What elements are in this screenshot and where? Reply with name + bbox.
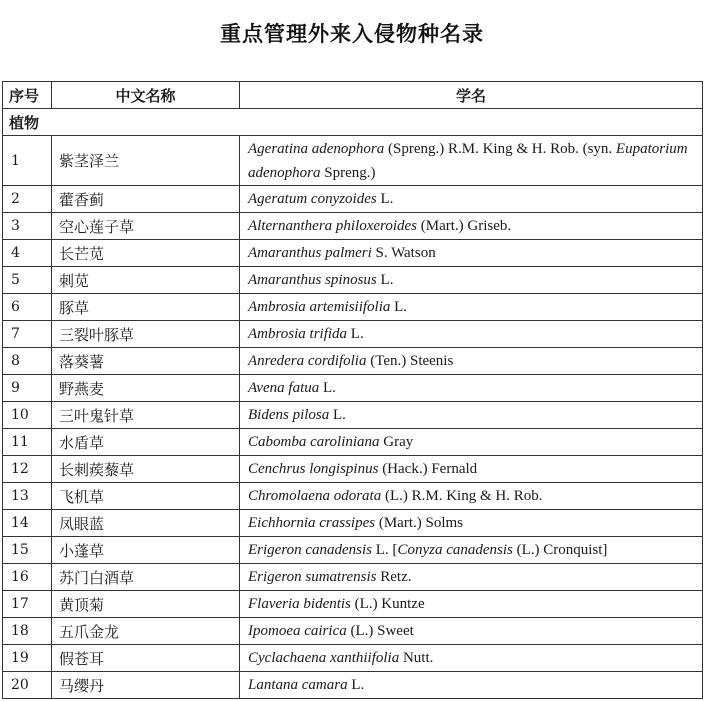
serial-number-cell: 10 xyxy=(3,402,52,429)
chinese-name-cell: 苏门白酒草 xyxy=(52,564,240,591)
scientific-name-italic: Ambrosia artemisiifolia xyxy=(248,299,391,315)
chinese-name-cell: 野燕麦 xyxy=(52,375,240,402)
scientific-name-authority: Nutt. xyxy=(399,650,434,666)
header-serial-number: 序号 xyxy=(3,82,52,109)
scientific-name-cell xyxy=(240,136,703,186)
scientific-name-authority: Retz. xyxy=(376,569,412,585)
scientific-name-cell xyxy=(240,483,703,510)
table-body xyxy=(3,109,703,699)
scientific-name-italic: Ambrosia trifida xyxy=(248,326,348,342)
serial-number-cell: 12 xyxy=(3,456,52,483)
scientific-name-italic: Erigeron canadensis xyxy=(248,542,373,558)
scientific-name-cell xyxy=(240,645,703,672)
scientific-name-authority: S. Watson xyxy=(371,245,436,261)
scientific-name-italic: Amaranthus palmeri xyxy=(248,245,372,261)
scientific-name-italic: Avena fatua xyxy=(248,380,320,396)
scientific-name-italic: Alternanthera philoxeroides xyxy=(248,218,417,234)
scientific-name-italic: Erigeron sumatrensis xyxy=(248,569,377,585)
scientific-name-authority: (Spreng.) R.M. King & H. Rob. (syn. xyxy=(384,140,616,157)
scientific-name-authority: L. xyxy=(319,380,336,396)
scientific-name-authority: Gray xyxy=(379,434,414,450)
table-row xyxy=(3,294,703,321)
scientific-name-cell xyxy=(240,186,703,213)
species-table xyxy=(2,81,703,699)
scientific-name-authority: L. xyxy=(347,677,365,693)
scientific-name-italic: Cenchrus longispinus xyxy=(248,461,379,477)
serial-number-cell: 11 xyxy=(3,429,52,456)
scientific-name-italic: Eichhornia crassipes xyxy=(248,515,376,531)
chinese-name-cell: 水盾草 xyxy=(52,429,240,456)
chinese-name-cell: 长芒苋 xyxy=(52,240,240,267)
chinese-name-cell: 豚草 xyxy=(52,294,240,321)
table-header-row xyxy=(3,82,703,109)
section-label: 植物 xyxy=(3,109,703,136)
table-row xyxy=(3,213,703,240)
scientific-name-authority: L. xyxy=(376,272,394,288)
table-row xyxy=(3,618,703,645)
scientific-name-italic: Ageratina adenophora xyxy=(248,140,385,157)
chinese-name-cell: 黄顶菊 xyxy=(52,591,240,618)
scientific-name-italic: Flaveria bidentis xyxy=(248,596,351,612)
scientific-name-italic: Ageratum conyzoides xyxy=(248,191,377,207)
table-row xyxy=(3,483,703,510)
chinese-name-cell: 假苍耳 xyxy=(52,645,240,672)
serial-number-cell: 15 xyxy=(3,537,52,564)
scientific-name-authority: L. xyxy=(390,299,408,315)
serial-number-cell: 4 xyxy=(3,240,52,267)
scientific-name-italic: Anredera cordifolia xyxy=(248,353,367,369)
scientific-name-cell xyxy=(240,348,703,375)
serial-number-cell: 19 xyxy=(3,645,52,672)
scientific-name-cell xyxy=(240,321,703,348)
serial-number-cell: 18 xyxy=(3,618,52,645)
scientific-name-cell xyxy=(240,375,703,402)
serial-number-cell: 3 xyxy=(3,213,52,240)
scientific-name-cell xyxy=(240,267,703,294)
scientific-name-italic: Chromolaena odorata xyxy=(248,488,382,504)
scientific-name-authority: (L.) R.M. King & H. Rob. xyxy=(381,488,543,504)
serial-number-cell: 2 xyxy=(3,186,52,213)
scientific-name-italic: Amaranthus spinosus xyxy=(248,272,377,288)
scientific-name-authority: (L.) Cronquist] xyxy=(512,542,608,558)
scientific-name-italic: Cabomba caroliniana xyxy=(248,434,380,450)
scientific-name-cell xyxy=(240,294,703,321)
chinese-name-cell: 落葵薯 xyxy=(52,348,240,375)
serial-number-cell: 13 xyxy=(3,483,52,510)
table-row xyxy=(3,240,703,267)
scientific-name-italic: Lantana camara xyxy=(248,677,348,693)
scientific-name-italic: Eupatorium adenophora xyxy=(248,140,688,181)
header-chinese-name: 中文名称 xyxy=(52,82,240,109)
chinese-name-cell: 刺苋 xyxy=(52,267,240,294)
chinese-name-cell: 长刺蒺藜草 xyxy=(52,456,240,483)
scientific-name-authority: (L.) Sweet xyxy=(346,623,414,639)
table-row xyxy=(3,429,703,456)
scientific-name-authority: L. xyxy=(376,191,394,207)
table-row xyxy=(3,267,703,294)
table-row xyxy=(3,456,703,483)
header-scientific-name: 学名 xyxy=(240,82,703,109)
table-row xyxy=(3,510,703,537)
scientific-name-authority: (L.) Kuntze xyxy=(350,596,425,612)
table-row xyxy=(3,537,703,564)
table-row xyxy=(3,564,703,591)
scientific-name-authority: (Hack.) Fernald xyxy=(378,461,478,477)
section-row-plants xyxy=(3,109,703,136)
serial-number-cell: 16 xyxy=(3,564,52,591)
serial-number-cell: 14 xyxy=(3,510,52,537)
scientific-name-authority: (Mart.) Solms xyxy=(375,515,463,531)
scientific-name-cell xyxy=(240,510,703,537)
serial-number-cell: 9 xyxy=(3,375,52,402)
scientific-name-italic: Conyza canadensis xyxy=(397,542,513,558)
chinese-name-cell: 紫茎泽兰 xyxy=(52,136,240,186)
scientific-name-authority: (Ten.) Steenis xyxy=(366,353,454,369)
page-title: 重点管理外来入侵物种名录 xyxy=(220,22,484,46)
scientific-name-cell xyxy=(240,213,703,240)
scientific-name-authority: L. xyxy=(347,326,364,342)
serial-number-cell: 7 xyxy=(3,321,52,348)
serial-number-cell: 8 xyxy=(3,348,52,375)
serial-number-cell: 1 xyxy=(3,136,52,186)
serial-number-cell: 5 xyxy=(3,267,52,294)
scientific-name-authority: Spreng.) xyxy=(320,164,376,181)
table-row xyxy=(3,672,703,699)
chinese-name-cell: 小蓬草 xyxy=(52,537,240,564)
chinese-name-cell: 凤眼蓝 xyxy=(52,510,240,537)
scientific-name-italic: Cyclachaena xanthiifolia xyxy=(248,650,400,666)
scientific-name-cell xyxy=(240,537,703,564)
table-row xyxy=(3,402,703,429)
scientific-name-cell xyxy=(240,564,703,591)
scientific-name-cell xyxy=(240,672,703,699)
scientific-name-cell xyxy=(240,429,703,456)
serial-number-cell: 6 xyxy=(3,294,52,321)
table-row xyxy=(3,186,703,213)
scientific-name-cell xyxy=(240,456,703,483)
scientific-name-authority: (Mart.) Griseb. xyxy=(417,218,512,234)
scientific-name-cell xyxy=(240,402,703,429)
table-row xyxy=(3,375,703,402)
scientific-name-cell xyxy=(240,240,703,267)
table-row xyxy=(3,321,703,348)
serial-number-cell: 20 xyxy=(3,672,52,699)
chinese-name-cell: 三裂叶豚草 xyxy=(52,321,240,348)
scientific-name-cell xyxy=(240,618,703,645)
scientific-name-italic: Bidens pilosa xyxy=(248,407,330,423)
table-row xyxy=(3,645,703,672)
chinese-name-cell: 空心莲子草 xyxy=(52,213,240,240)
chinese-name-cell: 三叶鬼针草 xyxy=(52,402,240,429)
chinese-name-cell: 藿香蓟 xyxy=(52,186,240,213)
scientific-name-italic: Ipomoea cairica xyxy=(248,623,347,639)
scientific-name-authority: L. xyxy=(329,407,346,423)
scientific-name-cell xyxy=(240,591,703,618)
chinese-name-cell: 飞机草 xyxy=(52,483,240,510)
table-row xyxy=(3,591,703,618)
chinese-name-cell: 五爪金龙 xyxy=(52,618,240,645)
serial-number-cell: 17 xyxy=(3,591,52,618)
scientific-name-authority: L. [ xyxy=(372,542,398,558)
table-row xyxy=(3,348,703,375)
chinese-name-cell: 马缨丹 xyxy=(52,672,240,699)
table-row xyxy=(3,136,703,186)
